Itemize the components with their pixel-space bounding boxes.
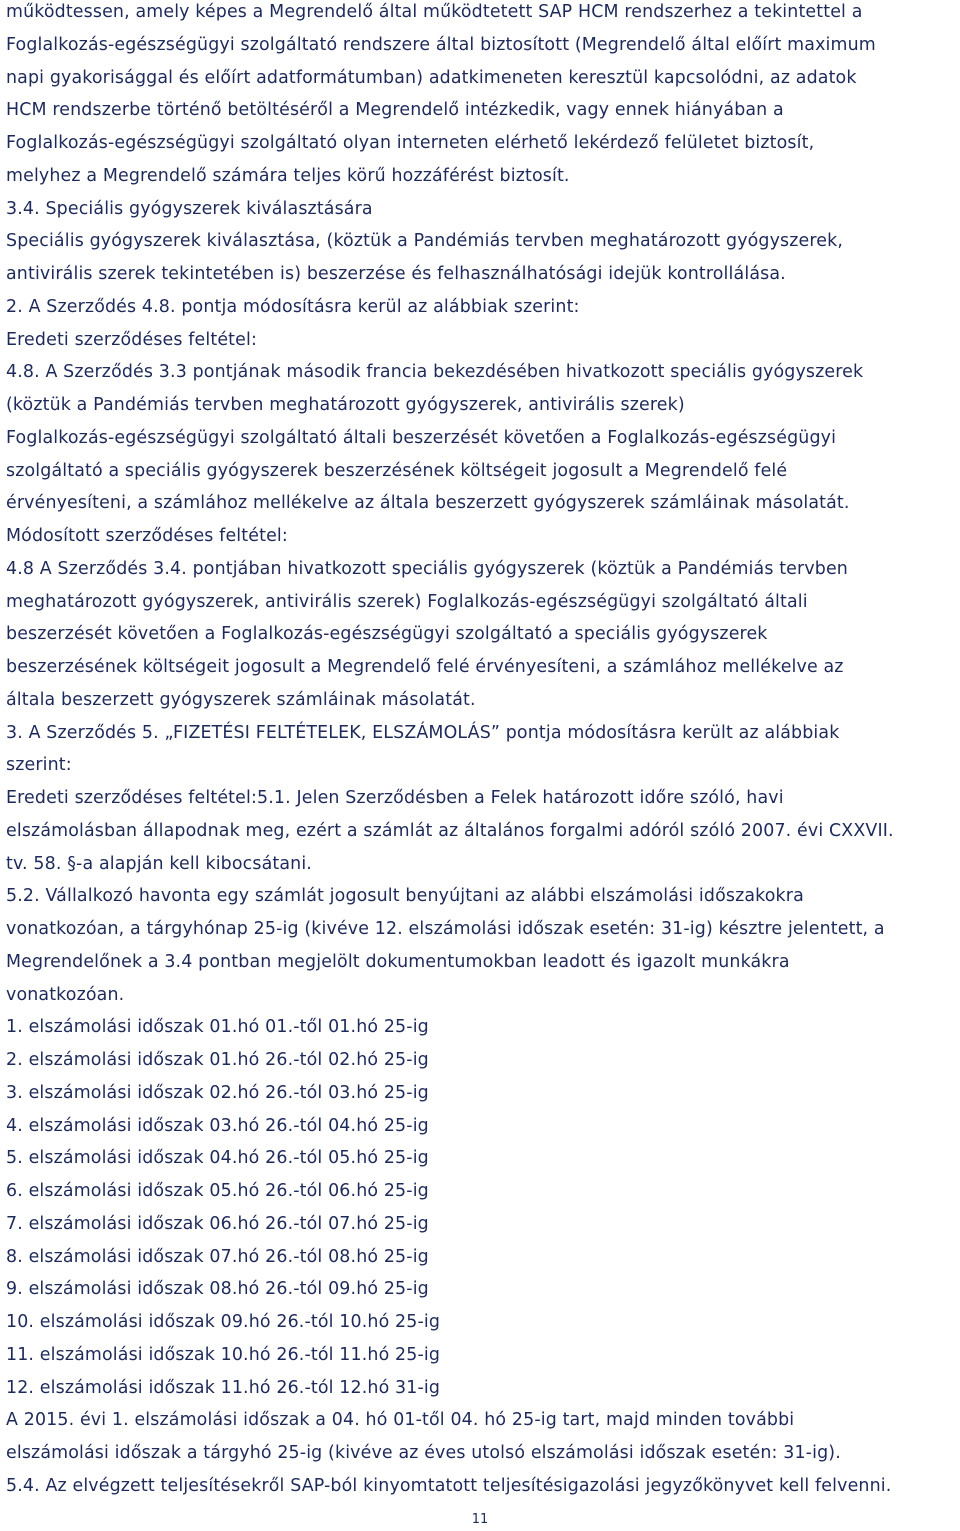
- text-line: Módosított szerződéses feltétel:: [6, 526, 288, 546]
- text-line: vonatkozóan.: [6, 984, 125, 1005]
- section-heading: 3. A Szerződés 5. „FIZETÉSI FELTÉTELEK, ELSZÁMOLÁS” pontja módosításra került az alábbiak: [6, 722, 840, 743]
- text-line: általa beszerzett gyógyszerek számláinak másolatát.: [6, 689, 476, 710]
- list-item: 11. elszámolási időszak 10.hó 26.-tól 11.hó 25-ig: [6, 1344, 441, 1365]
- text-line: 5.4. Az elvégzett teljesítésekről SAP-ból kinyomtatott teljesítésigazolási jegyzőkönyvet kell felvenni.: [6, 1475, 892, 1496]
- list-item: 9. elszámolási időszak 08.hó 26.-tól 09.hó 25-ig: [6, 1279, 429, 1300]
- text-line: antivirális szerek tekintetében is) beszerzése és felhasználhatósági idejük kontrollálása.: [6, 264, 786, 284]
- text-line: (köztük a Pandémiás tervben meghatározott gyógyszerek, antivirális szerek): [6, 395, 685, 415]
- text-line: HCM rendszerbe történő betöltéséről a Megrendelő intézkedik, vagy ennek hiányában a: [6, 100, 784, 121]
- list-item: 2. elszámolási időszak 01.hó 26.-tól 02.hó 25-ig: [6, 1050, 429, 1070]
- text-line: Megrendelőnek a 3.4 pontban megjelölt dokumentumokban leadott és igazolt munkákra: [6, 951, 790, 972]
- text-line: A 2015. évi 1. elszámolási időszak a 04. hó 01-től 04. hó 25-ig tart, majd minden további: [6, 1410, 795, 1431]
- text-line: szerint:: [6, 755, 72, 776]
- text-line: 5.2. Vállalkozó havonta egy számlát jogosult benyújtani az alábbi elszámolási időszakokra: [6, 886, 804, 907]
- text-line: 4.8 A Szerződés 3.4. pontjában hivatkozott speciális gyógyszerek (köztük a Pandémiás tervben: [6, 558, 848, 579]
- text-line: érvényesíteni, a számlához mellékelve az általa beszerzett gyógyszerek számláinak másolatát.: [6, 493, 850, 514]
- text-line: Foglalkozás-egészségügyi szolgáltató általi beszerzését követően a Foglalkozás-egészségügyi: [6, 427, 837, 448]
- text-line: beszerzését követően a Foglalkozás-egészségügyi szolgáltató a speciális gyógyszerek: [6, 624, 768, 645]
- text-line: 4.8. A Szerződés 3.3 pontjának második francia bekezdésében hivatkozott speciális gyógyszerek: [6, 362, 864, 383]
- list-item: 3. elszámolási időszak 02.hó 26.-tól 03.hó 25-ig: [6, 1082, 429, 1103]
- text-line: elszámolási időszak a tárgyhó 25-ig (kivéve az éves utolsó elszámolási időszak esetén: 31-ig).: [6, 1443, 841, 1463]
- document-body: [6, 0, 956, 1503]
- text-line: Foglalkozás-egészségügyi szolgáltató rendszere által biztosított (Megrendelő által előírt maximum: [6, 34, 876, 55]
- text-line: napi gyakorisággal és előírt adatformátumban) adatkimeneten keresztül kapcsolódni, az adatok: [6, 67, 857, 88]
- list-item: 12. elszámolási időszak 11.hó 26.-tól 12.hó 31-ig: [6, 1377, 441, 1398]
- text-line: vonatkozóan, a tárgyhónap 25-ig (kivéve 12. elszámolási időszak esetén: 31-ig) késztre jelentett, a: [6, 919, 885, 939]
- list-item: 5. elszámolási időszak 04.hó 26.-tól 05.hó 25-ig: [6, 1148, 429, 1169]
- text-line: Eredeti szerződéses feltétel:: [6, 329, 257, 350]
- text-line: Speciális gyógyszerek kiválasztása, (köztük a Pandémiás tervben meghatározott gyógyszerek,: [6, 231, 844, 252]
- page-number: 11: [471, 1512, 489, 1527]
- text-line: elszámolásban állapodnak meg, ezért a számlát az általános forgalmi adóról szóló 2007. évi CXXVII.: [6, 820, 894, 841]
- list-item: 1. elszámolási időszak 01.hó 01.-től 01.hó 25-ig: [6, 1017, 429, 1038]
- text-line: Foglalkozás-egészségügyi szolgáltató olyan interneten elérhető lekérdező felületet biztosít,: [6, 133, 815, 153]
- section-heading: 3.4. Speciális gyógyszerek kiválasztására: [6, 198, 373, 219]
- text-line: működtessen, amely képes a Megrendelő által működtetett SAP HCM rendszerhez a tekintettel a: [6, 2, 863, 22]
- list-item: 4. elszámolási időszak 03.hó 26.-tól 04.hó 25-ig: [6, 1115, 429, 1136]
- text-line: melyhez a Megrendelő számára teljes körű hozzáférést biztosít.: [6, 165, 570, 186]
- list-item: 8. elszámolási időszak 07.hó 26.-tól 08.hó 25-ig: [6, 1246, 429, 1267]
- list-item: 7. elszámolási időszak 06.hó 26.-tól 07.hó 25-ig: [6, 1213, 429, 1234]
- text-line: beszerzésének költségeit jogosult a Megrendelő felé érvényesíteni, a számlához mellékelve az: [6, 657, 844, 677]
- text-line: szolgáltató a speciális gyógyszerek beszerzésének költségeit jogosult a Megrendelő felé: [6, 460, 788, 481]
- text-line: tv. 58. §-a alapján kell kibocsátani.: [6, 853, 312, 874]
- list-item: 6. elszámolási időszak 05.hó 26.-tól 06.hó 25-ig: [6, 1181, 429, 1201]
- text-line: Eredeti szerződéses feltétel:5.1. Jelen Szerződésben a Felek határozott időre szóló, havi: [6, 788, 784, 808]
- list-item: 10. elszámolási időszak 09.hó 26.-tól 10.hó 25-ig: [6, 1312, 441, 1332]
- section-heading: 2. A Szerződés 4.8. pontja módosításra kerül az alábbiak szerint:: [6, 296, 580, 317]
- text-line: meghatározott gyógyszerek, antivirális szerek) Foglalkozás-egészségügyi szolgáltató általi: [6, 591, 808, 612]
